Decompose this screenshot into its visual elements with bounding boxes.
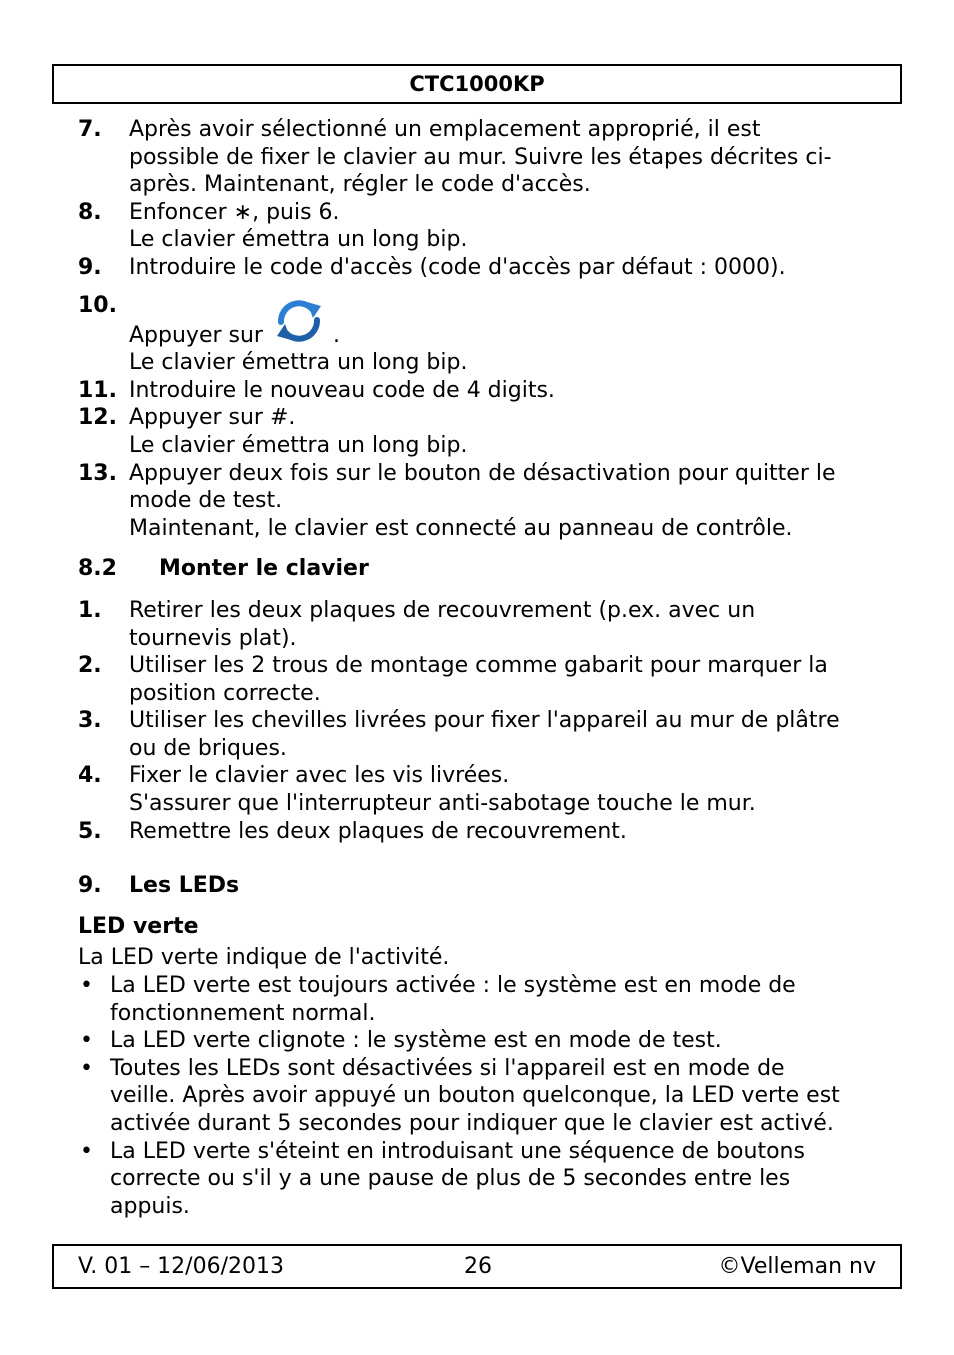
model-title: CTC1000KP: [409, 72, 545, 96]
step-13: [78, 460, 878, 543]
bullet-marker: •: [80, 1138, 93, 1164]
step-number: 4.: [78, 763, 102, 789]
document-header: [52, 64, 902, 104]
step-text: Remettre les deux plaques de recouvrement.: [129, 818, 627, 844]
step-text: Après avoir sélectionné un emplacement approprié, il est possible de fixer le clavier au mur. Suivre les étapes décrites ci- après. Maintenant, régler le code d'accès.: [129, 117, 832, 198]
mount-steps-list: [78, 597, 878, 845]
step-number: 13.: [78, 460, 117, 486]
step-text: Introduire le nouveau code de 4 digits.: [129, 377, 555, 403]
step-number: 1.: [78, 597, 102, 623]
version-date: V. 01 – 12/06/2013: [78, 1254, 284, 1279]
step-number: 9.: [78, 254, 102, 280]
bullet-text: Toutes les LEDs sont désactivées si l'appareil est en mode de veille. Après avoir appuyé un bouton quelconque, la LED verte est activée durant 5 secondes pour indiquer que le clavier est activé.: [110, 1055, 840, 1136]
mount-step: [78, 818, 878, 846]
document-footer: [52, 1244, 902, 1289]
step-number: 11.: [78, 377, 117, 403]
step-number: 7.: [78, 117, 102, 142]
step-text: Enfoncer ∗, puis 6. Le clavier émettra un long bip.: [129, 199, 468, 253]
step-10-line2: Le clavier émettra un long bip.: [129, 350, 468, 376]
section-number: 9.: [78, 873, 102, 899]
led-bullet-list: [78, 972, 878, 1220]
step-number: 5.: [78, 818, 102, 844]
step-number: 2.: [78, 653, 102, 679]
step-number: 12.: [78, 405, 117, 431]
copyright: ©Velleman nv: [718, 1254, 876, 1279]
step-text: Utiliser les 2 trous de montage comme gabarit pour marquer la position correcte.: [129, 653, 828, 706]
led-heading: LED verte: [78, 913, 199, 939]
page-content: [78, 116, 878, 1220]
bullet-marker: •: [80, 1028, 93, 1054]
step-7: [78, 116, 878, 199]
section-number: 8.2: [78, 556, 117, 582]
mount-step: [78, 707, 878, 762]
step-8: [78, 199, 878, 254]
step-text: [129, 292, 878, 377]
step-number: 3.: [78, 708, 102, 734]
step-10: [78, 292, 878, 377]
page-number: 26: [464, 1254, 492, 1279]
led-intro: La LED verte indique de l'activité.: [78, 945, 450, 971]
step-9: [78, 254, 878, 282]
mount-step: [78, 652, 878, 707]
step-text: Introduire le code d'accès (code d'accès par défaut : 0000).: [129, 254, 786, 280]
bullet-text: La LED verte est toujours activée : le système est en mode de fonctionnement normal.: [110, 973, 796, 1026]
step-12: [78, 404, 878, 459]
list-item: [78, 1055, 878, 1138]
step-number: 8.: [78, 199, 102, 225]
step-10-post: .: [332, 322, 340, 348]
step-text: Utiliser les chevilles livrées pour fixer l'appareil au mur de plâtre ou de briques.: [129, 708, 840, 761]
bullet-marker: •: [80, 973, 93, 999]
section-heading-9: [78, 872, 878, 900]
bullet-text: La LED verte clignote : le système est en mode de test.: [110, 1028, 722, 1054]
step-text: Retirer les deux plaques de recouvrement (p.ex. avec un tournevis plat).: [129, 597, 756, 651]
section-title: Les LEDs: [129, 873, 240, 899]
mount-step: [78, 762, 878, 817]
step-10-pre: Appuyer sur: [129, 322, 263, 348]
section-heading-8-2: [78, 555, 878, 583]
step-text: Fixer le clavier avec les vis livrées. S'assurer que l'interrupteur anti-sabotage touche le mur.: [129, 763, 756, 817]
step-text: Appuyer deux fois sur le bouton de désactivation pour quitter le mode de test. Maintenant, le clavier est connecté au panneau de contrôle.: [129, 460, 836, 541]
step-text: Appuyer sur #. Le clavier émettra un long bip.: [129, 405, 468, 458]
step-11: [78, 377, 878, 405]
mount-step: [78, 597, 878, 652]
list-item: [78, 972, 878, 1027]
bullet-text: La LED verte s'éteint en introduisant une séquence de boutons correcte ou s'il y a une pause de plus de 5 secondes entre les appuis.: [110, 1138, 805, 1219]
section-title: Monter le clavier: [159, 556, 369, 582]
list-item: [78, 1138, 878, 1221]
step-number: 10.: [78, 292, 117, 318]
bullet-marker: •: [80, 1055, 93, 1081]
list-item: [78, 1027, 878, 1055]
sync-icon: [269, 292, 329, 348]
